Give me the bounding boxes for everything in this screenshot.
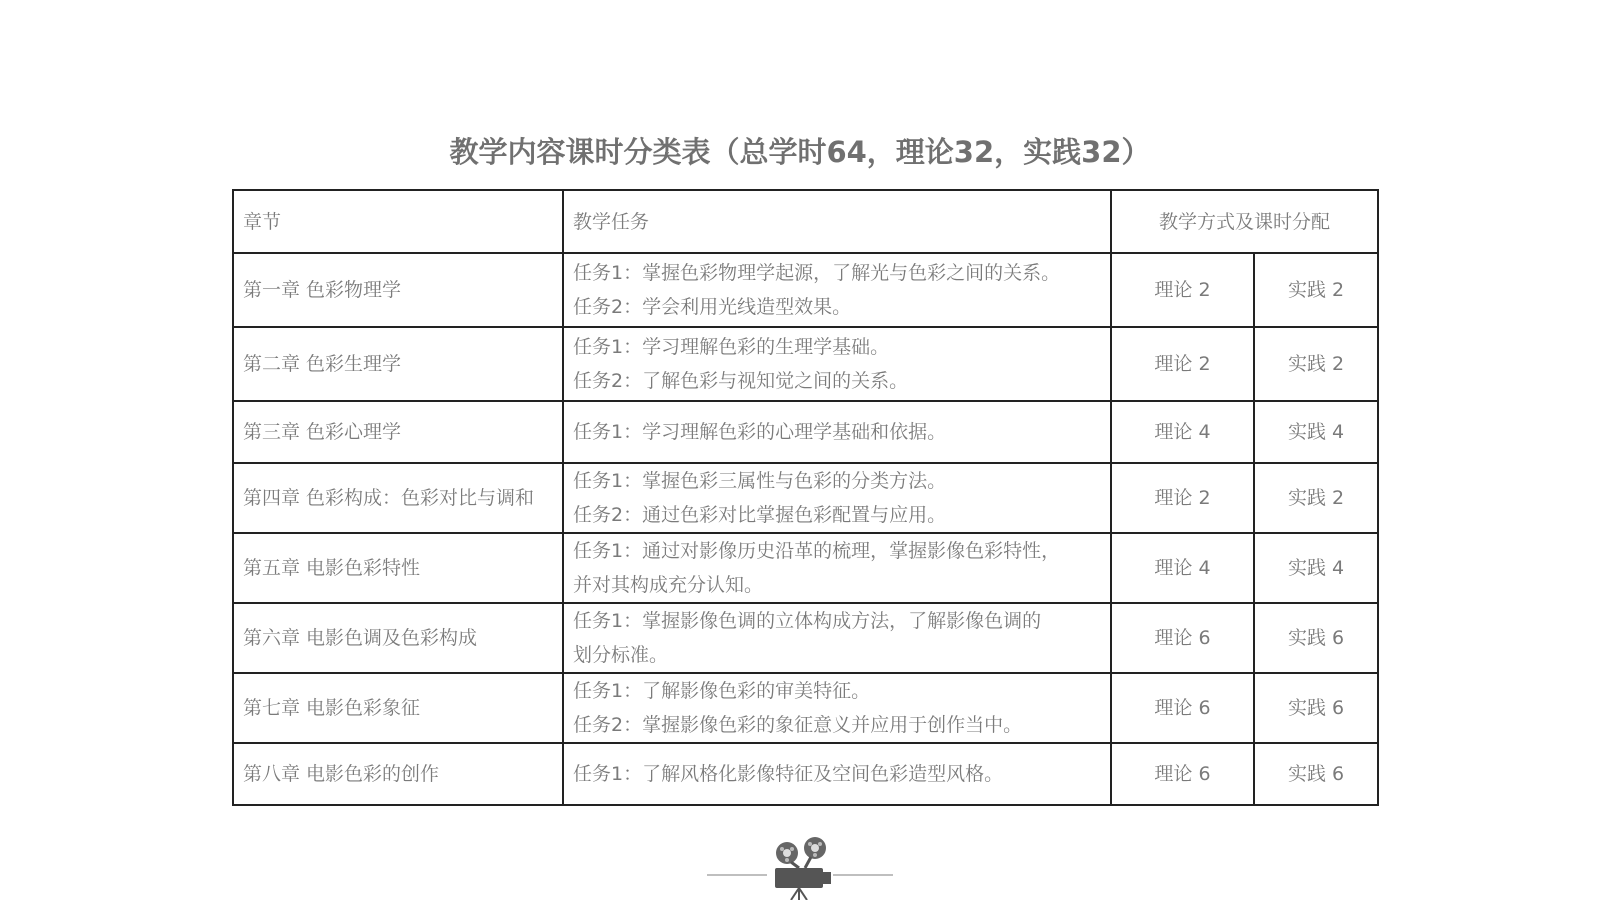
- practice-hours-cell: 实践 6: [1254, 743, 1378, 805]
- task-line: 并对其构成充分认知。: [573, 574, 764, 596]
- chapter-cell: 第四章 色彩构成：色彩对比与调和: [233, 463, 563, 533]
- header-teaching-method: 教学方式及课时分配: [1111, 190, 1378, 253]
- task-line: 划分标准。: [573, 644, 669, 666]
- projector-lens: [823, 872, 831, 884]
- projector-body: [775, 868, 823, 888]
- header-chapter: 章节: [233, 190, 563, 253]
- film-projector-decoration: [705, 836, 895, 900]
- task-cell: [563, 533, 1111, 603]
- task-cell: [563, 673, 1111, 743]
- table-row: [233, 743, 1378, 805]
- film-projector-icon: [705, 836, 895, 900]
- theory-hours-cell: 理论 6: [1111, 673, 1254, 743]
- task-line: 任务1：掌握色彩物理学起源，了解光与色彩之间的关系。: [573, 262, 1061, 284]
- theory-hours-cell: 理论 6: [1111, 603, 1254, 673]
- task-cell: [563, 253, 1111, 327]
- chapter-cell: 第三章 色彩心理学: [233, 401, 563, 463]
- task-cell: [563, 327, 1111, 401]
- task-line: 任务1：学习理解色彩的生理学基础。: [573, 336, 890, 358]
- theory-hours-cell: 理论 4: [1111, 401, 1254, 463]
- task-cell: [563, 743, 1111, 805]
- task-line: 任务1：通过对影像历史沿革的梳理，掌握影像色彩特性，: [573, 540, 1061, 562]
- table-row: [233, 401, 1378, 463]
- task-line: 任务1：掌握影像色调的立体构成方法，了解影像色调的: [573, 610, 1042, 632]
- table-row: [233, 327, 1378, 401]
- task-line: 任务2：了解色彩与视知觉之间的关系。: [573, 370, 909, 392]
- chapter-cell: 第五章 电影色彩特性: [233, 533, 563, 603]
- practice-hours-cell: 实践 2: [1254, 327, 1378, 401]
- theory-hours-cell: 理论 6: [1111, 743, 1254, 805]
- task-line: 任务1：学习理解色彩的心理学基础和依据。: [573, 421, 947, 443]
- task-line: 任务1：了解影像色彩的审美特征。: [573, 680, 871, 702]
- table-row: [233, 603, 1378, 673]
- task-cell: [563, 603, 1111, 673]
- practice-hours-cell: 实践 6: [1254, 603, 1378, 673]
- chapter-cell: 第六章 电影色调及色彩构成: [233, 603, 563, 673]
- table-row: [233, 253, 1378, 327]
- practice-hours-cell: 实践 2: [1254, 463, 1378, 533]
- theory-hours-cell: 理论 2: [1111, 327, 1254, 401]
- chapter-cell: 第七章 电影色彩象征: [233, 673, 563, 743]
- practice-hours-cell: 实践 2: [1254, 253, 1378, 327]
- table-row: [233, 533, 1378, 603]
- table-row: [233, 673, 1378, 743]
- chapter-cell: 第二章 色彩生理学: [233, 327, 563, 401]
- page-title: 教学内容课时分类表（总学时64，理论32，实践32）: [449, 135, 1151, 169]
- header-task: 教学任务: [563, 190, 1111, 253]
- practice-hours-cell: 实践 4: [1254, 401, 1378, 463]
- task-line: 任务1：了解风格化影像特征及空间色彩造型风格。: [573, 763, 1004, 785]
- task-cell: [563, 463, 1111, 533]
- task-line: 任务1：掌握色彩三属性与色彩的分类方法。: [573, 470, 947, 492]
- theory-hours-cell: 理论 4: [1111, 533, 1254, 603]
- practice-hours-cell: 实践 6: [1254, 673, 1378, 743]
- chapter-cell: 第八章 电影色彩的创作: [233, 743, 563, 805]
- table-row: [233, 463, 1378, 533]
- chapter-cell: 第一章 色彩物理学: [233, 253, 563, 327]
- theory-hours-cell: 理论 2: [1111, 463, 1254, 533]
- task-line: 任务2：掌握影像色彩的象征意义并应用于创作当中。: [573, 714, 1023, 736]
- table-header-row: [233, 190, 1378, 253]
- course-hours-table: [232, 189, 1379, 806]
- task-cell: [563, 401, 1111, 463]
- practice-hours-cell: 实践 4: [1254, 533, 1378, 603]
- theory-hours-cell: 理论 2: [1111, 253, 1254, 327]
- task-line: 任务2：通过色彩对比掌握色彩配置与应用。: [573, 504, 947, 526]
- task-line: 任务2：学会利用光线造型效果。: [573, 296, 852, 318]
